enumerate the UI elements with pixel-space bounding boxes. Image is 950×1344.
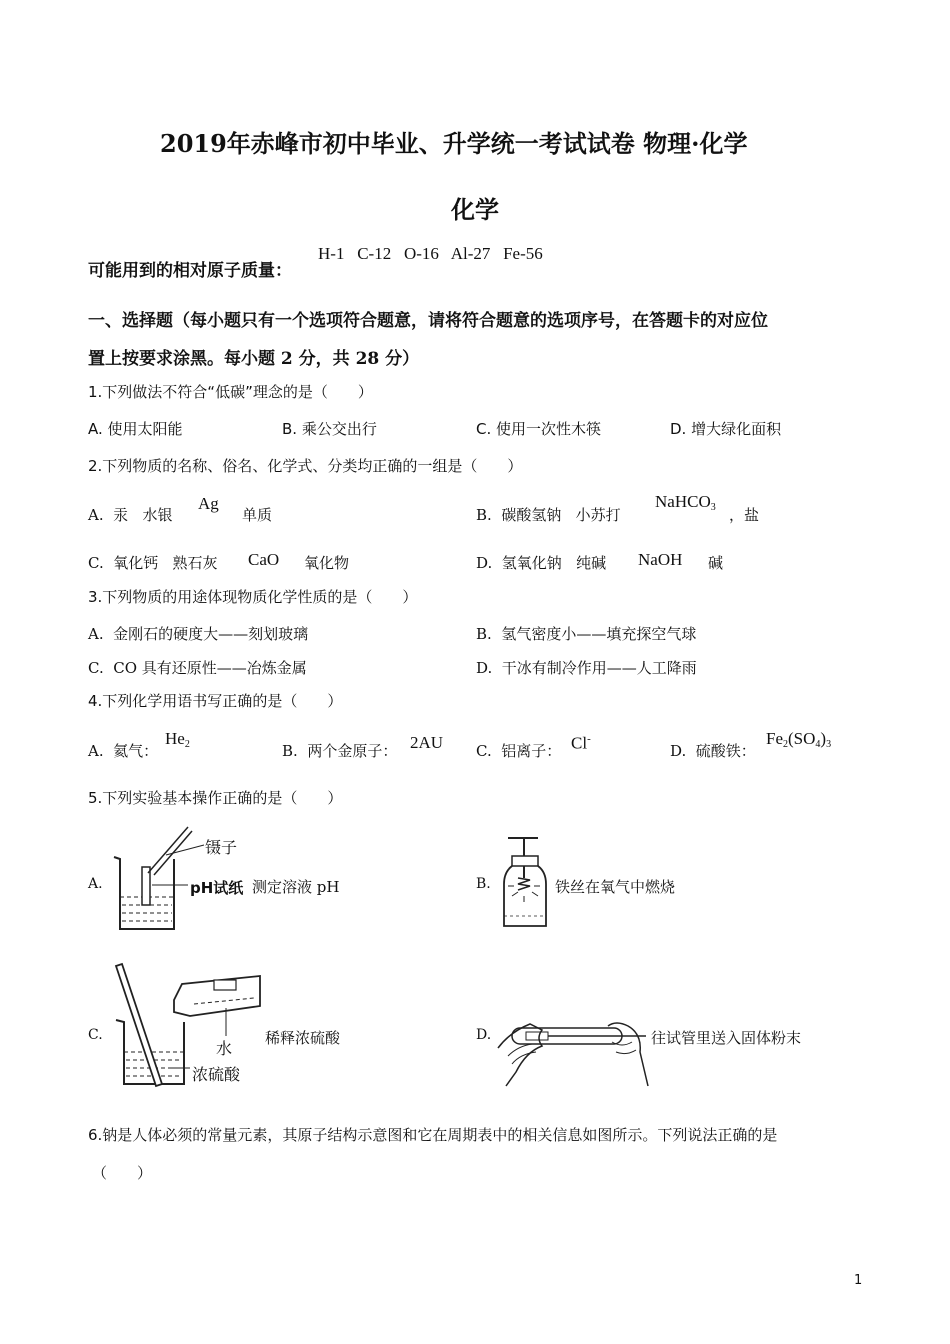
q2-a-class: 单质 (242, 506, 273, 524)
q4-c-formula: Cl- (571, 733, 591, 753)
q4-b-formula: 2AU (410, 733, 444, 752)
q6-stem-line1: 6.钠是人体必须的常量元素，其原子结构示意图和它在周期表中的相关信息如图所示。下列说法正确的是 (88, 1126, 778, 1144)
q2-d-formula: NaOH (638, 550, 683, 569)
q2-d-name: D. 氢氧化钠 纯碱 (476, 554, 607, 572)
q2-c-formula: CaO (248, 550, 280, 569)
q3-option-c: C. CO 具有还原性——冶炼金属 (88, 659, 307, 677)
q5-a-desc: 测定溶液 pH (252, 878, 340, 896)
section-heading-line1: 一、选择题（每小题只有一个选项符合题意，请将符合题意的选项序号，在答题卡的对应位 (88, 311, 768, 331)
iron-burning-diagram (500, 832, 560, 932)
q5-a-tweezers-label: 镊子 (205, 838, 238, 857)
page-title: 2019年赤峰市初中毕业、升学统一考试试卷 物理·化学 (160, 129, 748, 158)
page-subtitle: 化学 (451, 195, 499, 224)
q2-b-class: ，盐 (729, 506, 760, 524)
q3-option-a: A. 金刚石的硬度大——刻划玻璃 (88, 625, 309, 643)
q5-c-desc: 稀释浓硫酸 (265, 1029, 341, 1047)
atomic-mass-label: 可能用到的相对原子质量： (88, 261, 292, 281)
q5-b-desc: 铁丝在氧气中燃烧 (555, 878, 676, 896)
q2-a-name: A. 汞 水银 (88, 506, 173, 524)
q5-c-water-label: 水 (216, 1039, 233, 1058)
q4-d-formula: $Fe_2(SO_4)_3$ (766, 729, 832, 750)
atomic-mass-values: H-1 C-12 O-16 Al-27 Fe-56 (318, 244, 543, 263)
q2-b-formula: NaHCO$_3$ (655, 492, 716, 513)
q2-c-name: C. 氧化钙 熟石灰 (88, 554, 218, 572)
page-number: 1 (854, 1273, 863, 1288)
q5-a-label: A. (88, 876, 103, 892)
q4-a-formula: $He_2$ (165, 729, 190, 750)
dilute-acid-diagram (108, 960, 268, 1090)
q4-b-label: B. 两个金原子： (282, 742, 398, 760)
q1-option-c: C. 使用一次性木筷 (476, 420, 602, 438)
q6-stem-line2: （ ） (92, 1164, 153, 1182)
q2-c-class: 氧化物 (304, 554, 350, 572)
q2-d-class: 碱 (708, 554, 724, 572)
q2-a-formula: Ag (198, 494, 219, 513)
q5-b-label: B. (476, 876, 491, 892)
q4-c-label: C. 铝离子： (476, 742, 562, 760)
q5-d-label: D. (476, 1027, 492, 1043)
q3-stem: 3.下列物质的用途体现物质化学性质的是（ ） (88, 588, 418, 606)
q1-option-d: D. 增大绿化面积 (670, 420, 782, 438)
q4-d-label: D. 硫酸铁： (670, 742, 756, 760)
q5-d-desc: 往试管里送入固体粉末 (651, 1029, 802, 1047)
q4-stem: 4.下列化学用语书写正确的是（ ） (88, 692, 343, 710)
q2-b-name: B. 碳酸氢钠 小苏打 (476, 506, 621, 524)
powder-tube-diagram (496, 1012, 656, 1092)
q5-c-acid-label: 浓硫酸 (192, 1065, 241, 1084)
q5-stem: 5.下列实验基本操作正确的是（ ） (88, 789, 343, 807)
section-heading-line2: 置上按要求涂黑。每小题 2 分，共 28 分） (88, 349, 420, 369)
q3-option-d: D. 干冰有制冷作用——人工降雨 (476, 659, 697, 677)
q5-a-paper-label: pH试纸 (190, 879, 244, 897)
q1-stem: 1.下列做法不符合“低碳”理念的是（ ） (88, 383, 373, 401)
q4-a-label: A. 氦气： (88, 742, 159, 760)
q1-option-b: B. 乘公交出行 (282, 420, 377, 438)
q2-stem: 2.下列物质的名称、俗名、化学式、分类均正确的一组是（ ） (88, 457, 523, 475)
q5-c-label: C. (88, 1027, 103, 1043)
q3-option-b: B. 氢气密度小——填充探空气球 (476, 625, 697, 643)
q1-option-a: A. 使用太阳能 (88, 420, 183, 438)
